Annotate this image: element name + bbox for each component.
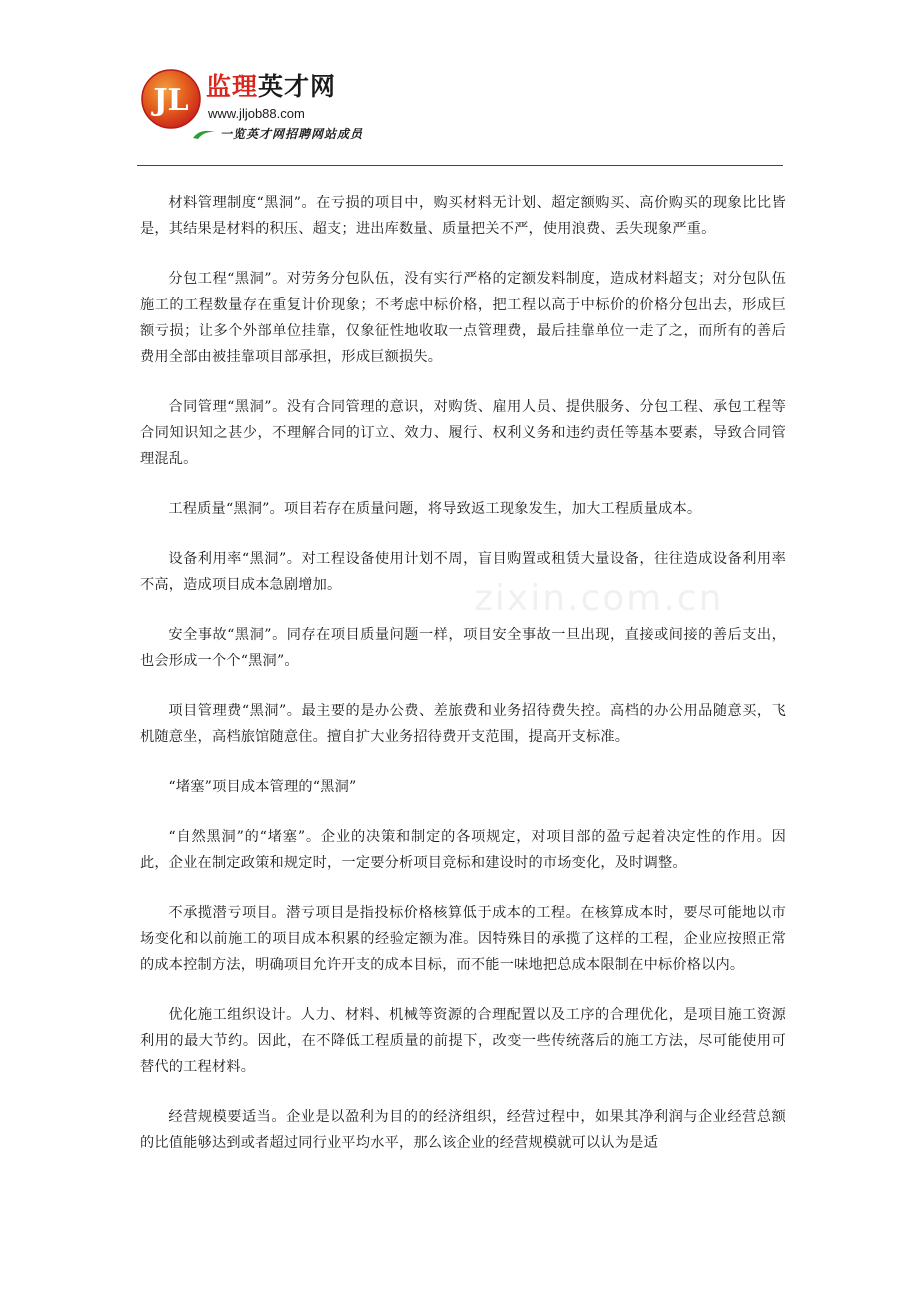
watermark: zixin.com.cn xyxy=(474,578,724,619)
paragraph: 设备利用率“黑洞”。对工程设备使用计划不周，盲目购置或租赁大量设备，往往造成设备利用率不高，造成项目成本急剧增加。 xyxy=(140,551,786,593)
paragraph: 合同管理“黑洞”。没有合同管理的意识，对购货、雇用人员、提供服务、分包工程、承包工程等合同知识知之甚少，不理解合同的订立、效力、履行、权利义务和违约责任等基本要素，导致合同管理混乱。 xyxy=(140,399,786,467)
brand-slogan: 一览英才网招聘网站成员 xyxy=(220,127,364,141)
logo-letters: JL xyxy=(153,83,189,118)
paragraph: 分包工程“黑洞”。对劳务分包队伍，没有实行严格的定额发料制度，造成材料超支；对分包队伍施工的工程数量存在重复计价现象；不考虑中标价格，把工程以高于中标价的价格分包出去，形成巨额亏损；让多个外部单位挂靠，仅象征性地收取一点管理费，最后挂靠单位一走了之，而所有的善后费用全部由被挂靠项目部承担，形成巨额损失。 xyxy=(140,271,786,365)
brand-name-red: 监理 xyxy=(206,72,259,101)
paragraph: 项目管理费“黑洞”。最主要的是办公费、差旅费和业务招待费失控。高档的办公用品随意买，飞机随意坐，高档旅馆随意住。擅自扩大业务招待费开支范围，提高开支标准。 xyxy=(140,703,786,745)
site-header xyxy=(140,62,500,154)
brand-url[interactable]: www.jljob88.com xyxy=(208,106,305,121)
article-body xyxy=(140,190,786,1180)
paragraph: 优化施工组织设计。人力、材料、机械等资源的合理配置以及工序的合理优化，是项目施工资源利用的最大节约。因此，在不降低工程质量的前提下，改变一些传统落后的施工方法，尽可能使用可替代的工程材料。 xyxy=(140,1007,786,1075)
jl-logo-icon xyxy=(140,68,202,130)
swoosh-icon xyxy=(192,128,216,140)
paragraph: 经营规模要适当。企业是以盈利为目的的经济组织，经营过程中，如果其净利润与企业经营总额的比值能够达到或者超过同行业平均水平，那么该企业的经营规模就可以认为是适 xyxy=(140,1109,786,1151)
section-heading: “堵塞”项目成本管理的“黑洞” xyxy=(168,779,357,795)
paragraph: 安全事故“黑洞”。同存在项目质量问题一样，项目安全事故一旦出现，直接或间接的善后支出，也会形成一个个“黑洞”。 xyxy=(140,627,786,669)
brand-name xyxy=(206,72,336,102)
paragraph: “自然黑洞”的“堵塞”。企业的决策和制定的各项规定，对项目部的盈亏起着决定性的作用。因此，企业在制定政策和规定时，一定要分析项目竞标和建设时的市场变化，及时调整。 xyxy=(140,829,786,871)
header-divider xyxy=(137,165,783,166)
paragraph: 不承揽潜亏项目。潜亏项目是指投标价格核算低于成本的工程。在核算成本时，要尽可能地以市场变化和以前施工的项目成本积累的经验定额为准。因特殊目的承揽了这样的工程，企业应按照正常的成本控制方法，明确项目允许开支的成本目标，而不能一味地把总成本限制在中标价格以内。 xyxy=(140,905,786,973)
brand-name-black: 英才网 xyxy=(258,72,337,101)
paragraph: 工程质量“黑洞”。项目若存在质量问题，将导致返工现象发生，加大工程质量成本。 xyxy=(168,501,702,517)
paragraph: 材料管理制度“黑洞”。在亏损的项目中，购买材料无计划、超定额购买、高价购买的现象比比皆是，其结果是材料的积压、超支；进出库数量、质量把关不严，使用浪费、丢失现象严重。 xyxy=(140,195,786,237)
